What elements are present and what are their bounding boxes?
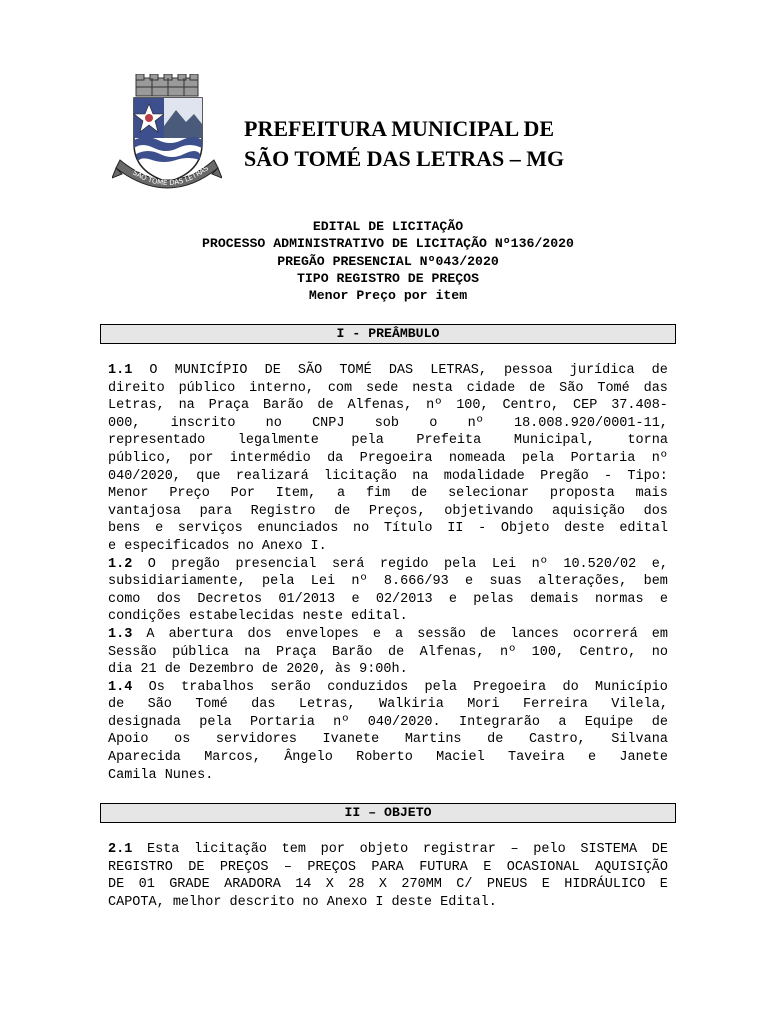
text-word: mais (635, 486, 668, 502)
text-line (108, 397, 668, 415)
objeto-text (108, 841, 668, 911)
text-word: no (237, 538, 254, 554)
text-word: lances (510, 626, 559, 642)
text-word: Registro (250, 503, 316, 519)
text-word: Ivanete (322, 732, 380, 748)
text-line (108, 767, 668, 785)
text-word: com (327, 380, 353, 396)
text-word: abertura (168, 626, 234, 642)
text-word: trabalhos (181, 679, 255, 695)
text-word: vantajosa (108, 503, 181, 519)
text-word: GRADE (169, 877, 210, 893)
text-word: 8.666/93 (383, 574, 449, 590)
clause-number: 1.4 (108, 679, 133, 695)
text-word: realizará (235, 468, 309, 484)
text-word: A (146, 626, 155, 642)
text-word: pela (262, 574, 295, 590)
text-word: e (465, 574, 474, 590)
text-word: e (587, 750, 597, 766)
text-word: Título (383, 521, 433, 537)
text-word: Municipal, (513, 433, 595, 449)
text-word: Aparecida (108, 750, 181, 766)
text-word: jurídica (569, 363, 635, 378)
text-word: deste (564, 521, 605, 537)
text-word: sessão (417, 626, 466, 642)
text-line (108, 591, 668, 609)
text-word: Tomé (195, 697, 228, 713)
text-word: Objeto (500, 521, 550, 537)
text-word: fim (365, 486, 391, 502)
text-word: no (302, 894, 319, 910)
text-word: PNEUS (486, 877, 528, 893)
text-word: e (448, 591, 457, 607)
text-word: nesta (412, 380, 453, 396)
text-word: 21 (140, 662, 157, 678)
text-word: Prefeita (416, 433, 482, 449)
text-word: DE (651, 842, 668, 857)
org-title-line1: PREFEITURA MUNICIPAL DE (244, 116, 555, 141)
text-word: Janete (619, 750, 668, 766)
edital-line3: PREGÃO PRESENCIAL Nº043/2020 (277, 253, 499, 269)
text-word: Ângelo (284, 750, 333, 766)
text-line (108, 538, 668, 556)
text-line (108, 503, 668, 521)
text-word: Município (595, 679, 668, 695)
text-line (108, 556, 668, 574)
text-word: tem (281, 842, 306, 857)
text-word: Letras, (108, 398, 165, 414)
municipal-crest-icon (112, 74, 222, 194)
text-line (108, 841, 668, 859)
text-word: Anexo (261, 538, 303, 554)
text-line (108, 468, 668, 486)
clause-number: 1.2 (108, 556, 133, 572)
text-word: AQUISIÇÃO (595, 859, 668, 875)
text-word: serão (270, 679, 311, 695)
text-word: 01/2013 (278, 591, 336, 607)
text-word: como (108, 591, 141, 607)
text-word: nº (531, 556, 548, 572)
text-word: dos (156, 591, 182, 607)
text-word: Menor (108, 486, 149, 502)
edital-heading (100, 218, 676, 304)
text-word: bem (643, 574, 668, 590)
text-word: Alfenas, (347, 398, 413, 414)
text-line (108, 608, 668, 626)
text-word: Tipo: (627, 468, 668, 484)
text-word: por (189, 450, 214, 466)
text-word: o (429, 415, 438, 431)
text-word: 02/2013 (375, 591, 433, 607)
text-word: pregão (171, 556, 220, 572)
text-word: Centro, (579, 644, 637, 660)
text-word: no (651, 644, 668, 660)
text-word: C/ (456, 877, 473, 893)
edital-line2: PROCESSO ADMINISTRATIVO DE LICITAÇÃO Nº136/2020 (202, 236, 574, 252)
text-word: condições (108, 609, 181, 625)
text-word: Os (148, 679, 165, 695)
text-line (108, 876, 668, 894)
text-word: das (643, 380, 668, 396)
text-word: sob (374, 415, 400, 431)
text-word: Esta (146, 842, 180, 857)
text-word: ocorrerá (572, 626, 638, 642)
text-word: – (510, 842, 519, 857)
text-word: e (155, 521, 164, 537)
text-word: e (372, 626, 381, 642)
text-word: selecionar (448, 486, 530, 502)
text-word: de (164, 662, 181, 678)
text-word: São (147, 697, 172, 713)
text-word: X (378, 877, 387, 893)
text-word: - (478, 521, 487, 537)
text-word: pela (521, 450, 555, 466)
text-word: Sessão (108, 644, 157, 660)
text-word: a (337, 486, 346, 502)
text-word: Dezembro (189, 662, 254, 678)
text-word: Maciel (436, 750, 485, 766)
text-word: ARADORA (224, 877, 281, 893)
text-line (108, 696, 668, 714)
text-word: na (178, 398, 195, 414)
text-word: cidade (466, 380, 516, 396)
text-word: Mori (467, 697, 500, 713)
text-word: em (651, 626, 668, 642)
text-word: Vilela, (611, 697, 668, 713)
text-word: pela (443, 556, 477, 572)
text-word: DE (188, 859, 205, 875)
text-word: edital. (351, 609, 408, 625)
text-word: LETRAS, (430, 363, 487, 378)
text-word: DE (108, 877, 125, 893)
text-word: DE (264, 363, 281, 378)
text-word: Alfenas, (419, 644, 485, 660)
text-word: Preço (169, 486, 210, 502)
text-word: do (562, 679, 579, 695)
text-word: Portaria (250, 714, 315, 730)
text-word: pelo (533, 842, 566, 857)
text-word: CNPJ (312, 415, 345, 431)
text-word: que (196, 468, 221, 484)
text-word: nº (351, 574, 368, 590)
text-word: na (412, 468, 429, 484)
text-word: Pregoeira (473, 679, 547, 695)
text-word: - (603, 468, 613, 484)
text-word: PREÇOS (219, 859, 269, 875)
text-word: X (325, 877, 334, 893)
text-word: REGISTRO (108, 859, 173, 875)
text-word: DAS (388, 363, 414, 378)
text-word: nº (467, 415, 484, 431)
org-title-line2: SÃO TOMÉ DAS LETRAS – MG (244, 146, 565, 171)
text-word: representado (108, 433, 206, 449)
text-word: 01 (138, 877, 155, 893)
text-word: Taveira (507, 750, 565, 766)
text-word: por (320, 842, 345, 857)
text-word: I. (310, 538, 327, 554)
text-word: Praça (275, 644, 317, 660)
text-word: Anexo (326, 894, 368, 910)
text-word: nº (333, 714, 350, 730)
text-word: no (265, 415, 282, 431)
text-line (108, 749, 668, 767)
text-word: II (447, 521, 464, 537)
text-word: CAPOTA, (108, 894, 165, 910)
text-word: SÃO (297, 363, 323, 378)
text-word: no (353, 521, 370, 537)
text-line (108, 450, 668, 468)
text-word: servidores (215, 732, 297, 748)
text-word: HIDRÁULICO (564, 877, 646, 893)
text-word: público, (108, 450, 173, 466)
text-word: 040/2020. (367, 714, 441, 730)
text-word: designada (108, 714, 181, 730)
text-word: alterações, (538, 574, 628, 590)
text-word: às (334, 662, 352, 678)
text-word: de (529, 380, 546, 396)
text-word: regido (379, 556, 429, 572)
text-word: neste (302, 609, 343, 625)
text-word: 28 (348, 877, 365, 893)
text-word: dia (108, 662, 133, 678)
text-word: da (327, 450, 344, 466)
text-line (108, 859, 668, 877)
text-word: Praça (208, 398, 250, 414)
text-word: – (283, 859, 292, 875)
text-word: serviços (177, 521, 243, 537)
text-word: para (199, 503, 232, 519)
text-word: descrito (229, 894, 295, 910)
text-word: 14 (295, 877, 312, 893)
text-word: E (483, 859, 492, 875)
text-word: 100, (456, 398, 489, 414)
text-word: Marcos, (204, 750, 261, 766)
clause-number: 1.1 (108, 363, 133, 378)
text-word: O (147, 556, 156, 572)
text-word: Integrarão (458, 714, 540, 730)
text-word: 2020, (286, 662, 327, 678)
text-word: 100, (531, 644, 565, 660)
text-line (108, 520, 668, 538)
text-word: 10.520/02 (563, 556, 637, 572)
text-word: 9:00h. (359, 662, 408, 678)
text-word: Centro, (502, 398, 560, 414)
text-word: E (659, 877, 668, 893)
text-word: e (108, 538, 117, 554)
text-word: sede (366, 380, 399, 396)
text-word: Equipe (584, 714, 634, 730)
text-word: público (178, 380, 236, 396)
text-line (108, 894, 668, 912)
text-word: de (334, 503, 351, 519)
text-word: Martins (404, 732, 462, 748)
text-word: proposta (549, 486, 615, 502)
text-word: será (331, 556, 365, 572)
text-word: I (375, 894, 384, 910)
section-heading-preambulo: I - PREÂMBULO (100, 324, 676, 344)
text-word: especificados (124, 538, 230, 554)
text-word: pela (424, 679, 457, 695)
text-word: Edital. (440, 894, 497, 910)
text-word: aquisição (552, 503, 625, 519)
text-word: modalidade (443, 468, 525, 484)
text-word: interno, (249, 380, 314, 396)
text-word: a (395, 626, 404, 642)
text-word: pública (172, 644, 229, 660)
text-word: normas (594, 591, 644, 607)
text-word: de (487, 732, 504, 748)
text-word: a (558, 714, 567, 730)
text-word: Barão (263, 398, 304, 414)
text-word: inscrito (170, 415, 236, 431)
edital-line5: Menor Preço por item (308, 288, 468, 304)
text-word: pessoa (504, 363, 553, 378)
text-word: de (387, 644, 405, 660)
text-word: e, (651, 556, 668, 572)
text-word: nomeada (448, 450, 506, 466)
text-word: PARA (371, 859, 404, 875)
text-word: de (479, 626, 497, 642)
text-line (108, 415, 668, 433)
text-word: objetivando (444, 503, 534, 519)
text-word: de (108, 697, 125, 713)
edital-line1: EDITAL DE LICITAÇÃO (312, 219, 464, 234)
edital-line4: TIPO REGISTRO DE PREÇOS (296, 270, 480, 286)
text-word: Lei (491, 556, 517, 572)
section-heading-objeto: II – OBJETO (100, 803, 676, 823)
text-word: de (317, 398, 334, 414)
text-line (108, 679, 668, 697)
text-word: TOMÉ (339, 363, 372, 378)
text-word: Roberto (356, 750, 413, 766)
text-word: SISTEMA (580, 842, 638, 857)
preambulo-text (108, 362, 668, 784)
organization-title (244, 114, 604, 174)
text-line (108, 626, 668, 644)
text-word: Portaria (570, 450, 636, 466)
text-word: 000, (108, 415, 141, 431)
text-word: 18.008.920/0001-11, (513, 415, 668, 431)
text-word: pelas (473, 591, 514, 607)
text-word: Pregoeira (359, 450, 433, 466)
text-word: dos (247, 626, 272, 642)
text-word: MUNICÍPIO (174, 363, 248, 378)
text-word: nº (499, 644, 517, 660)
text-word: Preços, (368, 503, 426, 519)
text-word: presencial (235, 556, 317, 572)
text-word: melhor (172, 894, 222, 910)
text-word: demais (530, 591, 579, 607)
text-word: deste (391, 894, 433, 910)
text-word: nº (651, 450, 668, 466)
text-word: conduzidos (327, 679, 409, 695)
text-word: das (251, 697, 276, 713)
text-word: e (659, 591, 668, 607)
text-word: estabelecidas (189, 609, 295, 625)
text-word: de (261, 662, 279, 678)
text-word: O (149, 363, 158, 378)
text-word: Pregão (540, 468, 589, 484)
text-word: Letras, (298, 697, 356, 713)
text-word: licitação (194, 842, 267, 857)
text-word: Tomé (597, 380, 630, 396)
text-word: Nunes. (164, 767, 214, 783)
text-word: Ferreira (523, 697, 588, 713)
text-word: envelopes (285, 626, 359, 642)
text-word: de (411, 486, 428, 502)
text-word: enunciados (257, 521, 339, 537)
text-word: direito (108, 380, 165, 396)
text-word: nº (426, 398, 443, 414)
text-word: Item, (275, 486, 317, 502)
text-word: pela (199, 714, 232, 730)
text-word: e (351, 591, 360, 607)
text-word: Castro, (528, 732, 586, 748)
text-word: Walkiria (378, 697, 444, 713)
text-line (108, 661, 668, 679)
text-word: legalmente (237, 433, 319, 449)
text-word: Por (230, 486, 255, 502)
text-word: registrar (422, 842, 496, 857)
text-line (108, 485, 668, 503)
text-word: OCASIONAL (506, 859, 580, 875)
text-word: na (244, 644, 261, 660)
text-word: pela (351, 433, 384, 449)
text-line (108, 362, 668, 380)
text-line (108, 432, 668, 450)
text-word: 040/2020, (108, 468, 181, 484)
text-word: São (559, 380, 584, 396)
text-word: FUTURA (419, 859, 468, 875)
text-word: 37.408- (611, 398, 668, 414)
clause-number: 2.1 (108, 842, 133, 857)
text-word: Apoio (108, 732, 149, 748)
text-word: de (651, 363, 668, 378)
text-word: os (174, 732, 191, 748)
text-line (108, 573, 668, 591)
text-word: Camila (108, 767, 157, 783)
text-word: Lei (310, 574, 336, 590)
text-line (108, 644, 668, 662)
text-word: Barão (331, 644, 373, 660)
text-word: E (541, 877, 550, 893)
text-word: subsidiariamente, (108, 574, 246, 590)
text-word: de (651, 714, 668, 730)
text-word: Silvana (611, 732, 668, 748)
text-word: objeto (359, 842, 409, 857)
text-word: licitação (324, 468, 397, 484)
text-word: 270MM (401, 877, 442, 893)
clause-number: 1.3 (108, 626, 133, 642)
text-word: CEP (573, 398, 598, 414)
text-word: intermédio (229, 450, 311, 466)
text-word: bens (108, 521, 141, 537)
text-line (108, 731, 668, 749)
text-word: Decretos (197, 591, 263, 607)
text-word: suas (489, 574, 522, 590)
text-line (108, 714, 668, 732)
text-word: PREÇOS (307, 859, 356, 875)
text-word: dos (643, 503, 668, 519)
text-word: edital (619, 521, 668, 537)
crest-banner-text: SÃO TOMÉ DAS LETRAS (131, 164, 211, 188)
text-word: torna (627, 433, 668, 449)
text-line (108, 380, 668, 398)
